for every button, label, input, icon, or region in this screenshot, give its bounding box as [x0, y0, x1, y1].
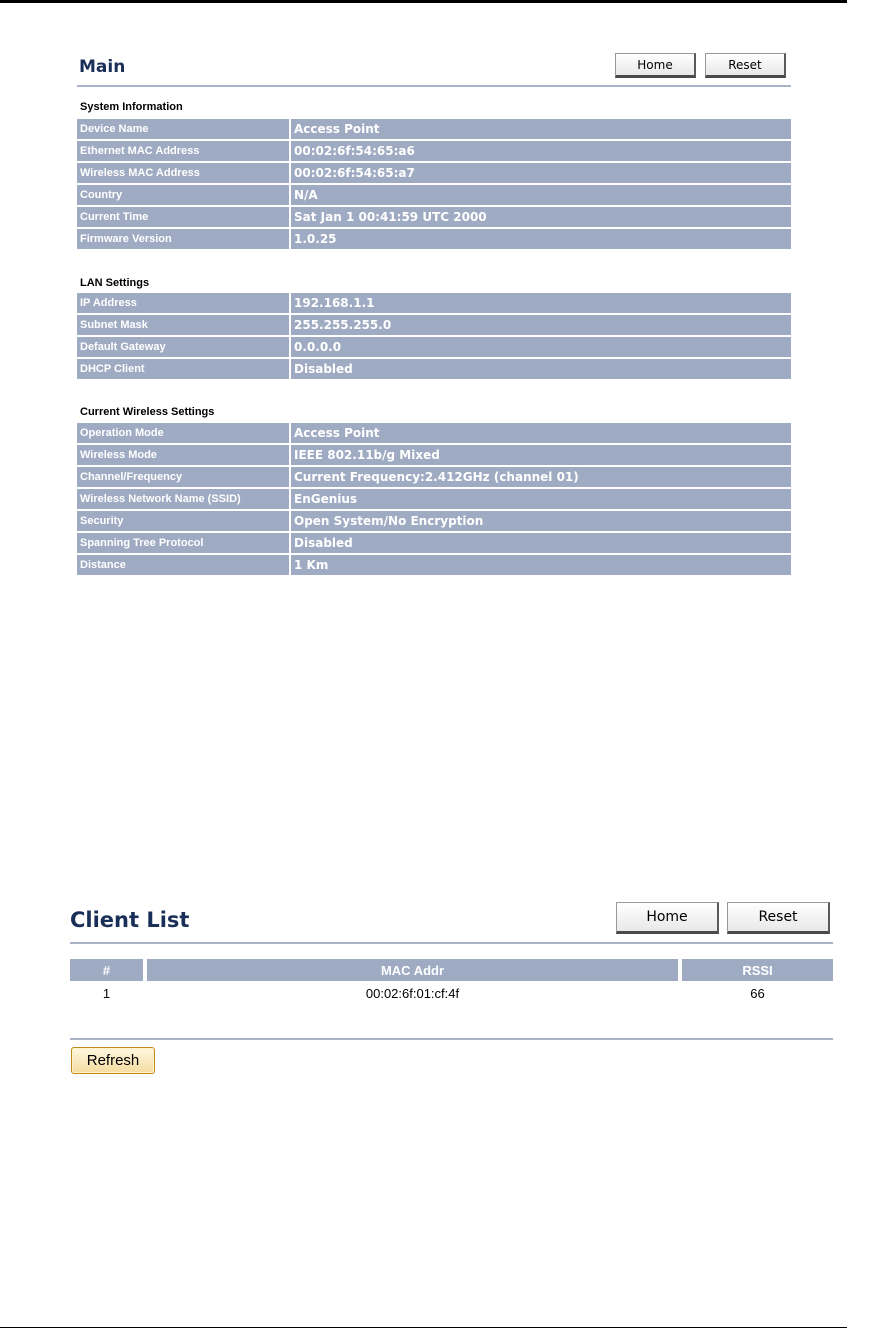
row-value: Access Point: [291, 423, 791, 443]
column-header-mac: MAC Addr: [147, 959, 678, 981]
client-table: [70, 959, 833, 1005]
wireless-row-operation-mode: [77, 423, 791, 443]
client-number: 1: [102, 985, 111, 1001]
row-label: Default Gateway: [77, 337, 289, 357]
row-label: Wireless Network Name (SSID): [77, 489, 289, 509]
page-top-rule: [0, 0, 847, 3]
info-row-device-name: [77, 119, 791, 139]
client-table-divider: [70, 1038, 833, 1040]
row-value: IEEE 802.11b/g Mixed: [291, 445, 791, 465]
section-title-wireless-settings: Current Wireless Settings: [80, 406, 215, 418]
wireless-row-security: [77, 511, 791, 531]
wireless-row-spanning-tree: [77, 533, 791, 553]
lan-row-ip-address: [77, 293, 791, 313]
table-row: [70, 981, 833, 1005]
title-divider: [77, 85, 791, 87]
row-value: 00:02:6f:54:65:a6: [291, 141, 791, 161]
refresh-button[interactable]: Refresh: [71, 1047, 155, 1074]
section-title-system-information: System Information: [80, 101, 183, 113]
row-value: Sat Jan 1 00:41:59 UTC 2000: [291, 207, 791, 227]
row-value: EnGenius: [291, 489, 791, 509]
row-value: 1 Km: [291, 555, 791, 575]
wireless-row-ssid: [77, 489, 791, 509]
row-label: Wireless Mode: [77, 445, 289, 465]
column-header-number: #: [70, 959, 143, 981]
row-value: 1.0.25: [291, 229, 791, 249]
client-title-divider: [70, 942, 833, 944]
row-value: Open System/No Encryption: [291, 511, 791, 531]
section-title-lan-settings: LAN Settings: [80, 277, 150, 289]
wireless-row-wireless-mode: [77, 445, 791, 465]
row-label: Country: [77, 185, 289, 205]
row-label: Current Time: [77, 207, 289, 227]
row-value: 192.168.1.1: [291, 293, 791, 313]
row-label: Firmware Version: [77, 229, 289, 249]
page-bottom-rule: [0, 1327, 847, 1328]
info-row-wireless-mac: [77, 163, 791, 183]
page-title: Main: [79, 57, 126, 77]
client-home-button[interactable]: Home: [616, 902, 719, 934]
row-value: Disabled: [291, 359, 791, 379]
row-label: Subnet Mask: [77, 315, 289, 335]
row-label: Device Name: [77, 119, 289, 139]
client-reset-button[interactable]: Reset: [727, 902, 830, 934]
row-label: Security: [77, 511, 289, 531]
row-value: Current Frequency:2.412GHz (channel 01): [291, 467, 791, 487]
info-row-ethernet-mac: [77, 141, 791, 161]
wireless-row-channel-frequency: [77, 467, 791, 487]
lan-row-dhcp-client: [77, 359, 791, 379]
row-label: Ethernet MAC Address: [77, 141, 289, 161]
row-label: Wireless MAC Address: [77, 163, 289, 183]
wireless-settings-table: [77, 423, 791, 577]
lan-row-default-gateway: [77, 337, 791, 357]
client-rssi: 66: [750, 985, 765, 1001]
row-value: N/A: [291, 185, 791, 205]
client-table-header: [70, 959, 833, 981]
row-value: 255.255.255.0: [291, 315, 791, 335]
row-label: Operation Mode: [77, 423, 289, 443]
lan-row-subnet-mask: [77, 315, 791, 335]
row-label: Channel/Frequency: [77, 467, 289, 487]
row-value: 00:02:6f:54:65:a7: [291, 163, 791, 183]
row-value: 0.0.0.0: [291, 337, 791, 357]
system-information-table: [77, 119, 791, 251]
column-header-rssi: RSSI: [682, 959, 833, 981]
reset-button[interactable]: Reset: [705, 53, 786, 78]
row-label: DHCP Client: [77, 359, 289, 379]
client-mac: 00:02:6f:01:cf:4f: [365, 985, 460, 1001]
row-value: Disabled: [291, 533, 791, 553]
client-list-title: Client List: [70, 908, 190, 932]
row-label: Distance: [77, 555, 289, 575]
wireless-row-distance: [77, 555, 791, 575]
row-label: IP Address: [77, 293, 289, 313]
info-row-current-time: [77, 207, 791, 227]
row-value: Access Point: [291, 119, 791, 139]
home-button[interactable]: Home: [615, 53, 696, 78]
info-row-firmware-version: [77, 229, 791, 249]
info-row-country: [77, 185, 791, 205]
row-label: Spanning Tree Protocol: [77, 533, 289, 553]
lan-settings-table: [77, 293, 791, 381]
